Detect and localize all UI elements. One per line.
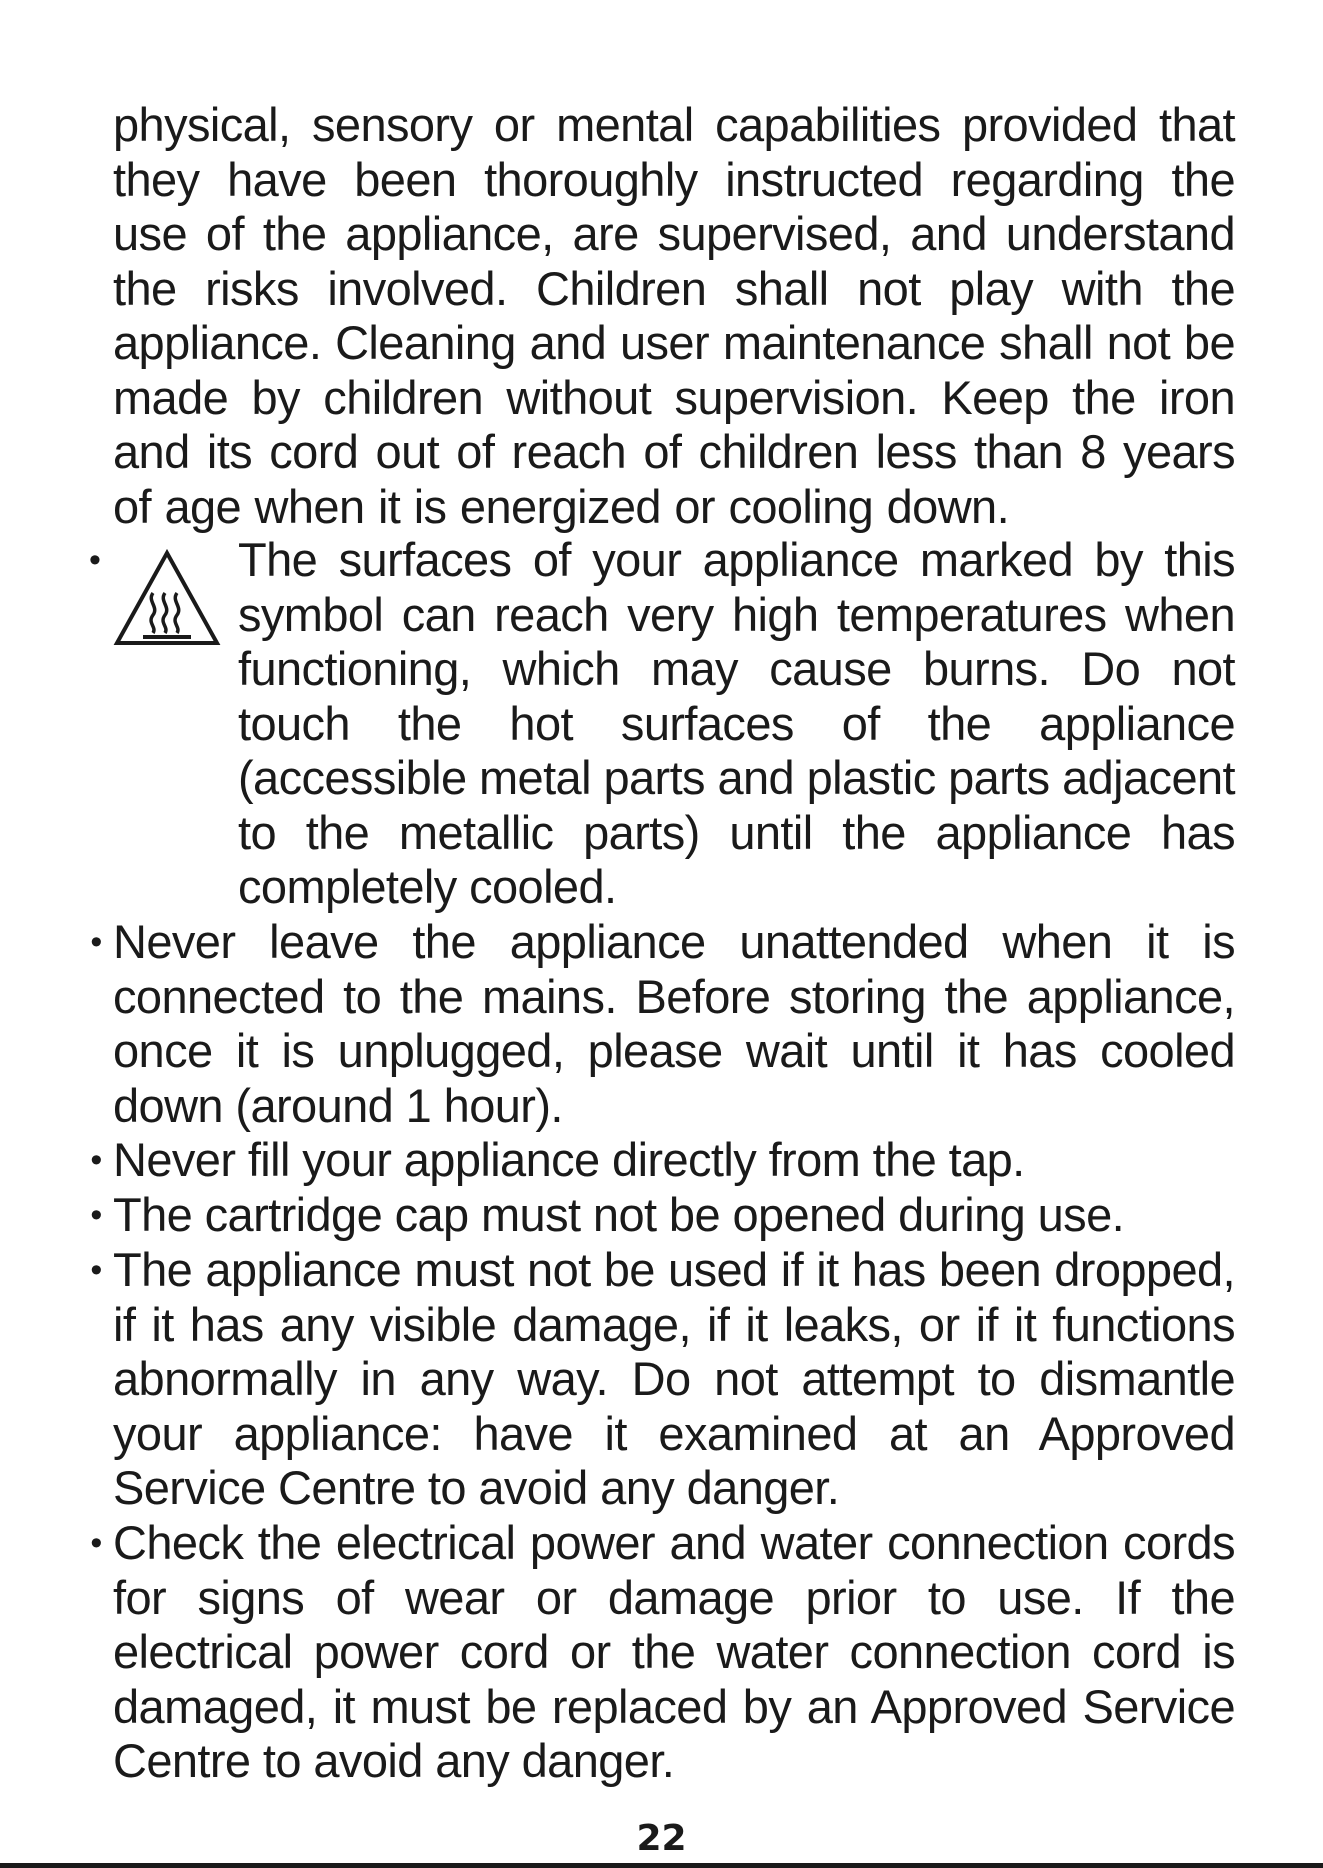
hot-surface-warning-text: The surfaces of your appliance marked by this symbol can reach very high temperatures when functioning, which may cause burns. Do not touch the hot surfaces of the appliance (accessible metal parts and plastic parts adjacent to the metallic parts) until the appliance has completely cooled.	[238, 533, 1235, 913]
bullet-text: Never fill your appliance directly from the tap.	[113, 1133, 1025, 1186]
bullet-marker: •	[90, 1251, 102, 1289]
bullet-text: The cartridge cap must not be opened during use.	[113, 1188, 1125, 1241]
bullet-marker: •	[90, 1196, 102, 1234]
bullet-item-cords	[90, 1516, 1235, 1789]
bullet-text: Check the electrical power and water connection cords for signs of wear or damage prior to use. If the electrical power cord or the water connection cord is damaged, it must be replaced by an Approved Service Centre to avoid any danger.	[113, 1516, 1235, 1787]
page-number: 22	[636, 1818, 687, 1859]
intro-paragraph: physical, sensory or mental capabilities provided that they have been thoroughly instructed regarding the use of the appliance, are supervised, and understand the risks involved. Children shall not play with the appliance. Cleaning and user maintenance shall not be made by children without supervision. Keep the iron and its cord out of reach of children less than 8 years of age when it is energized or cooling down.	[113, 98, 1235, 533]
bullet-item-unattended	[90, 915, 1235, 1133]
bottom-rule	[0, 1863, 1323, 1868]
bullet-marker: •	[89, 541, 101, 579]
bullet-marker: •	[90, 1524, 102, 1562]
bullet-item-dropped	[90, 1243, 1235, 1516]
bullet-text: The appliance must not be used if it has been dropped, if it has any visible damage, if it leaks, or if it functions abnormally in any way. Do not attempt to dismantle your appliance: have it examined at an Approved Service Centre to avoid any danger.	[113, 1243, 1235, 1514]
bullet-item-fill	[90, 1133, 1235, 1188]
bullet-marker: •	[90, 923, 102, 961]
bullet-text: Never leave the appliance unattended when it is connected to the mains. Before storing the appliance, once it is unplugged, please wait until it has cooled down (around 1 hour).	[113, 915, 1235, 1132]
bullet-marker: •	[90, 1141, 102, 1179]
bullet-item-cartridge	[90, 1188, 1235, 1243]
hot-surface-warning-icon	[113, 549, 221, 647]
